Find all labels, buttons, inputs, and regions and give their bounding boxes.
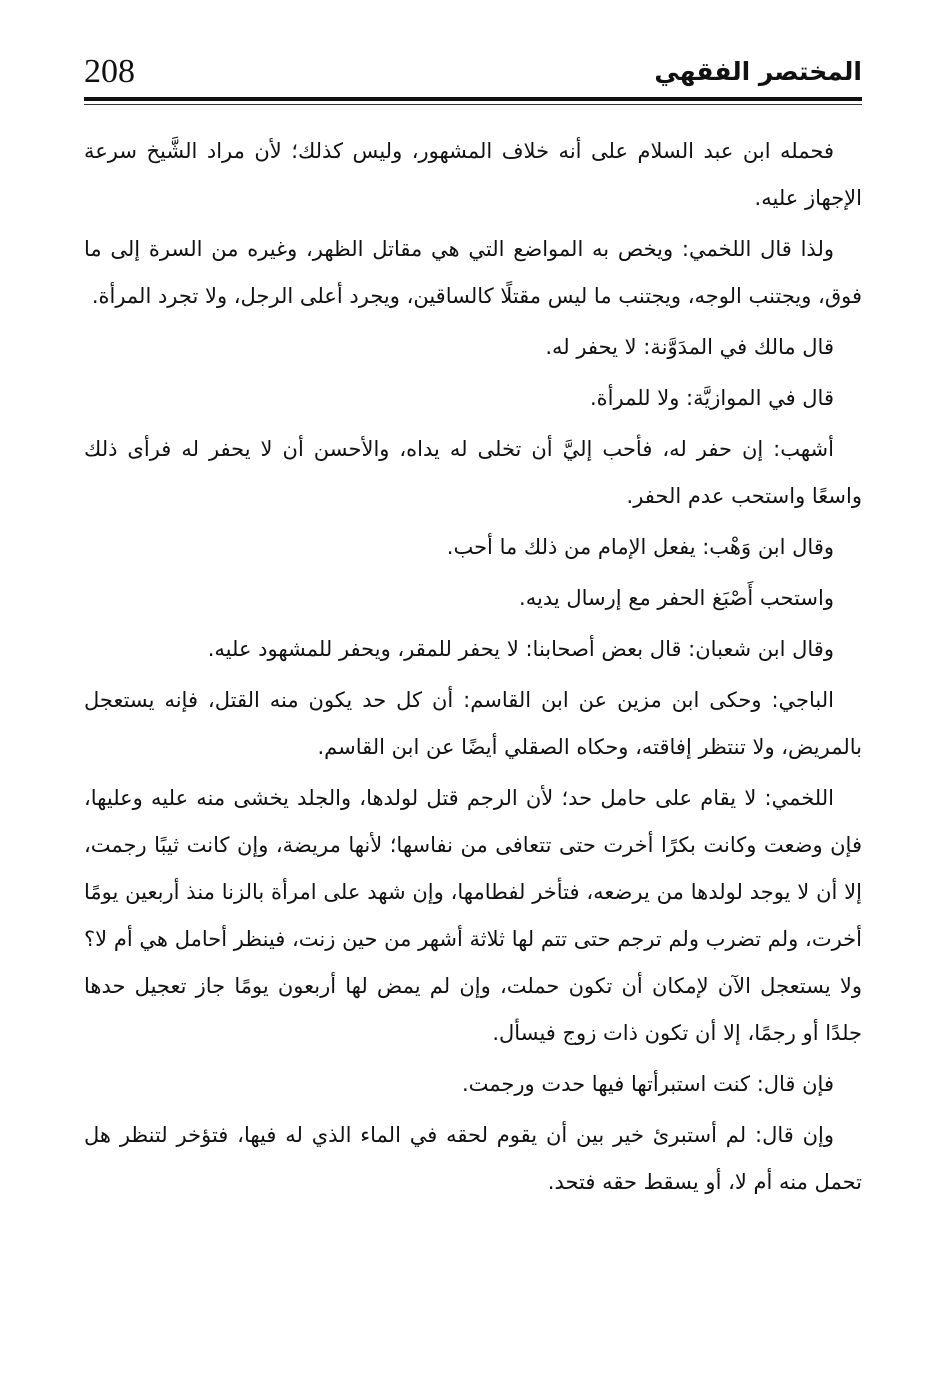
paragraph: الباجي: وحكى ابن مزين عن ابن القاسم: أن كل حد يكون منه القتل، فإنه يستعجل بالمريض، ولا تنتظر إفاقته، وحكاه الصقلي أيضًا عن ابن القاسم. bbox=[84, 688, 862, 759]
paragraph: وقال ابن شعبان: قال بعض أصحابنا: لا يحفر للمقر، ويحفر للمشهود عليه. bbox=[207, 637, 834, 661]
header-rule-thick bbox=[84, 97, 862, 101]
running-title: المختصر الفقهي bbox=[654, 57, 862, 86]
paragraph: وإن قال: لم أستبرئ خير بين أن يقوم لحقه في الماء الذي له فيها، فتؤخر لتنظر هل تحمل منه أم لا، أو يسقط حقه فتحد. bbox=[84, 1123, 862, 1194]
header-rule-thin bbox=[84, 104, 862, 105]
paragraph: أشهب: إن حفر له، فأحب إليَّ أن تخلى له يداه، والأحسن أن لا يحفر له فرأى ذلك واسعًا واستحب عدم الحفر. bbox=[84, 437, 862, 508]
paragraph: قال في الموازيَّة: ولا للمرأة. bbox=[589, 386, 834, 410]
paragraph: قال مالك في المدَوَّنة: لا يحفر له. bbox=[545, 335, 834, 359]
page-header bbox=[84, 52, 862, 100]
page-number: 208 bbox=[84, 53, 135, 90]
paragraph: وقال ابن وَهْب: يفعل الإمام من ذلك ما أحب. bbox=[446, 535, 834, 559]
body-text bbox=[84, 128, 862, 1210]
paragraph: واستحب أَصْبَغ الحفر مع إرسال يديه. bbox=[519, 586, 834, 610]
paragraph: اللخمي: لا يقام على حامل حد؛ لأن الرجم قتل لولدها، والجلد يخشى منه عليه وعليها، فإن وضعت وكانت بكرًا أخرت حتى تتعافى من نفاسها؛ لأنها مريضة، وإن كانت ثيبًا رجمت، إلا أن لا يوجد لولدها من يرضعه، فتأخر لفطامها، وإن شهد على امرأة بالزنا منذ أربعين يومًا أخرت، ولم تضرب ولم ترجم حتى تتم لها ثلاثة أشهر من حين زنت، فينظر أحامل هي أم لا؟ ولا يستعجل الآن لإمكان أن تكون حملت، وإن لم يمض لها أربعون يومًا جاز تعجيل حدها جلدًا أو رجمًا، إلا أن تكون ذات زوج فيسأل. bbox=[84, 786, 862, 1045]
paragraph: ولذا قال اللخمي: ويخص به المواضع التي هي مقاتل الظهر، وغيره من السرة إلى ما فوق، ويجتنب الوجه، ويجتنب ما ليس مقتلًا كالساقين، ويجرد أعلى الرجل، ولا تجرد المرأة. bbox=[84, 237, 862, 308]
paragraph: فحمله ابن عبد السلام على أنه خلاف المشهور، وليس كذلك؛ لأن مراد الشَّيخ سرعة الإجهاز عليه. bbox=[84, 139, 862, 210]
paragraph: فإن قال: كنت استبرأتها فيها حدت ورجمت. bbox=[461, 1072, 834, 1096]
